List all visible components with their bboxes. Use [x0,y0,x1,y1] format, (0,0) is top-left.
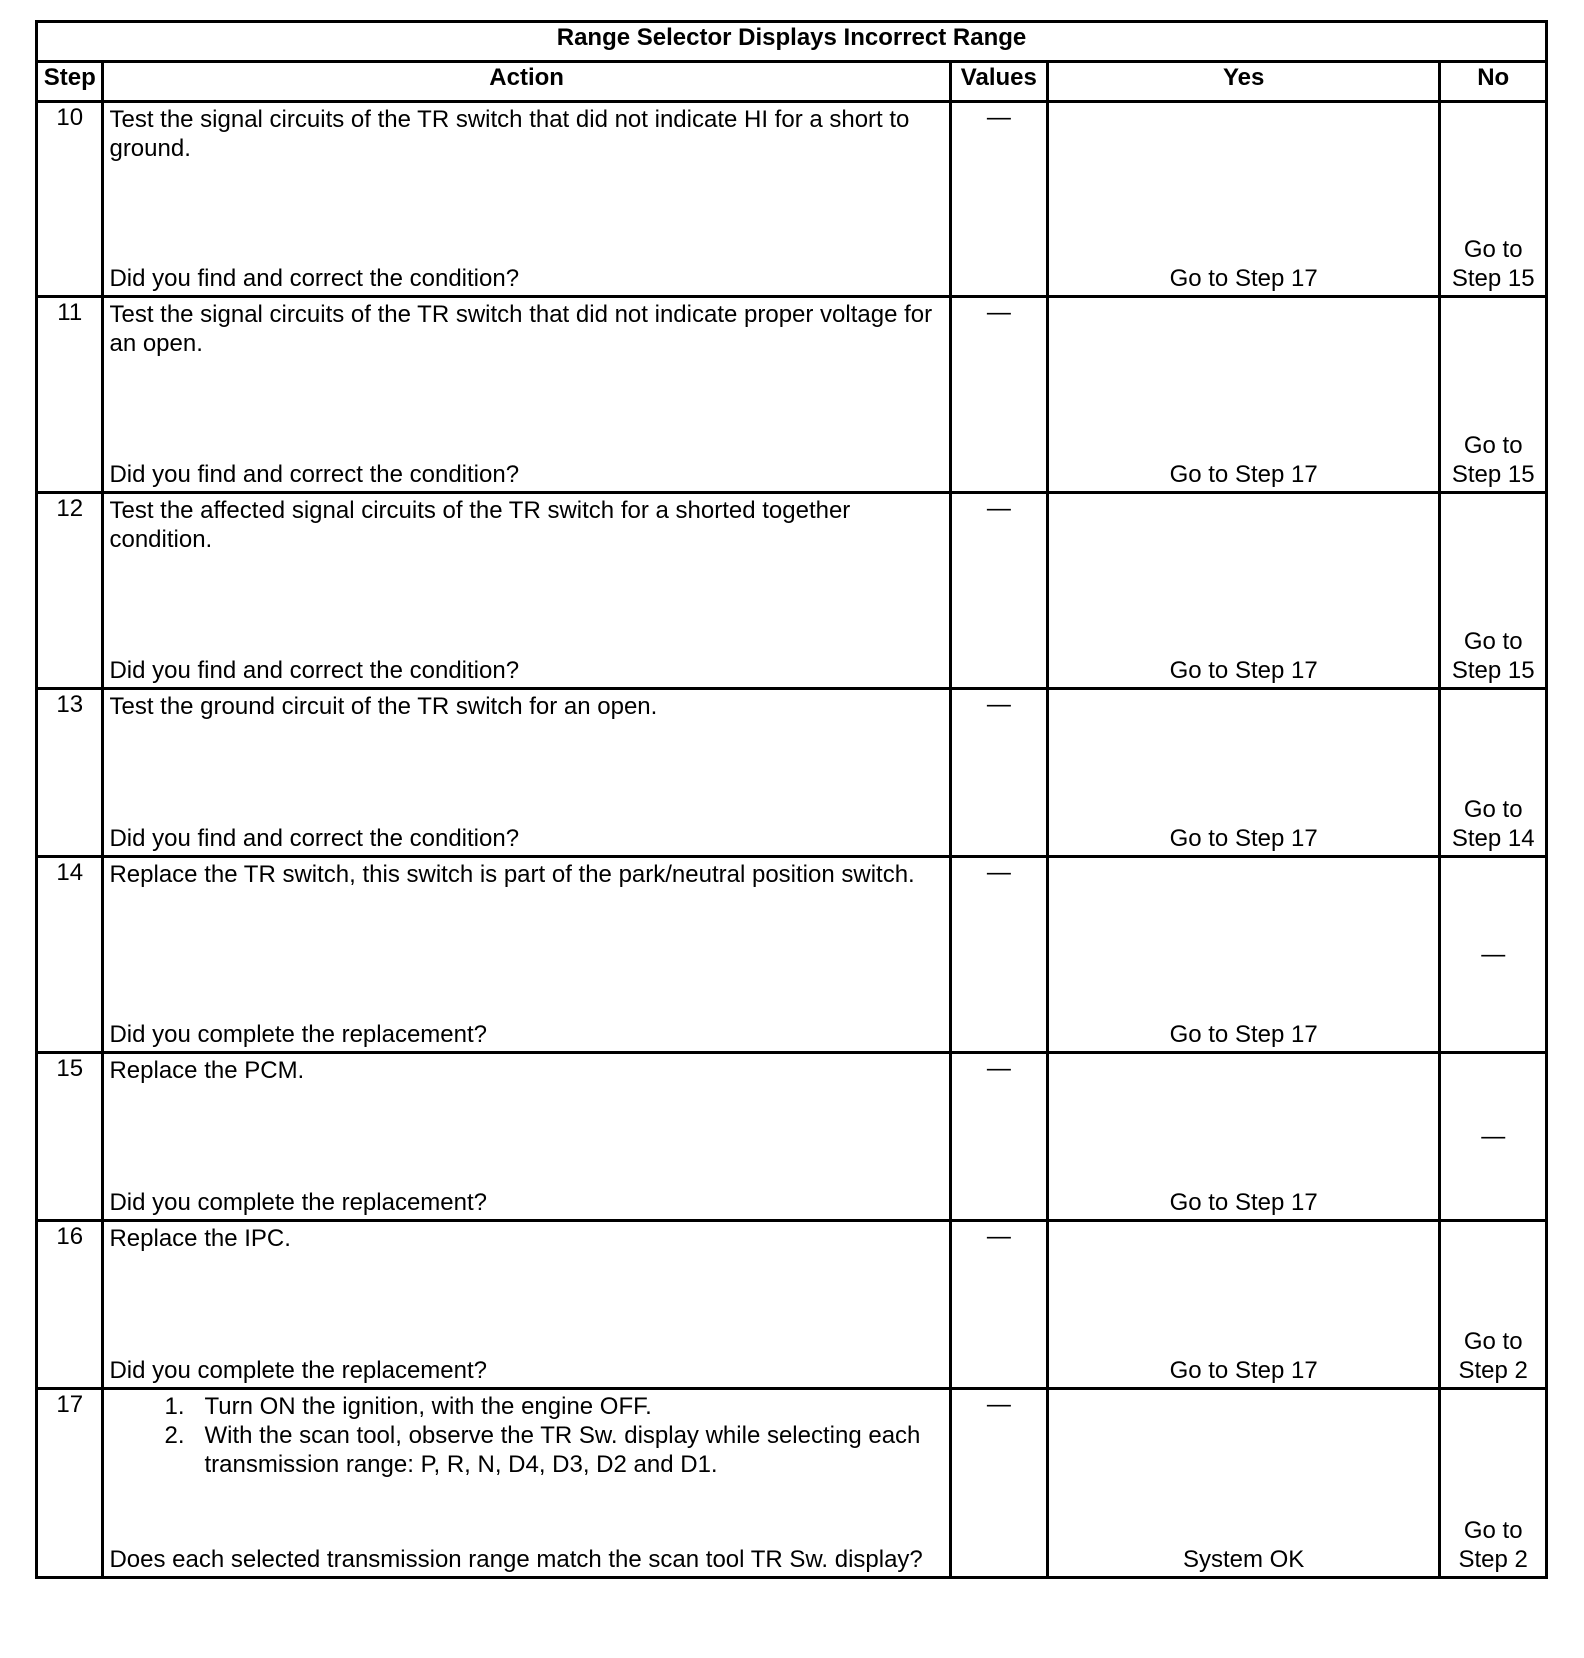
no-cell [1440,297,1547,493]
yes-cell [1047,689,1440,857]
action-text: Replace the TR switch, this switch is part of the park/neutral position switch. [109,861,915,888]
table-row [37,297,1547,493]
action-cell [103,1221,950,1389]
header-values: Values [950,62,1047,102]
substep-text: Turn ON the ignition, with the engine OFF. [204,1393,652,1420]
no-cell: — [1440,1053,1547,1221]
header-yes: Yes [1047,62,1440,102]
step-number: 15 [37,1053,103,1221]
action-question: Did you find and correct the condition? [109,825,520,852]
no-cell [1440,493,1547,689]
no-cell [1440,1389,1547,1578]
yes-cell [1047,297,1440,493]
action-text: Replace the IPC. [109,1225,291,1252]
no-result: Go to Step 15 [1451,432,1535,488]
table-title: Range Selector Displays Incorrect Range [37,22,1547,62]
table-row [37,857,1547,1053]
values-cell: — [950,1221,1047,1389]
values-cell: — [950,493,1047,689]
action-cell [103,102,950,297]
no-cell [1440,689,1547,857]
substep-text: With the scan tool, observe the TR Sw. display while selecting each transmission range: P, R, N, D4, D3, D2 and D1. [204,1422,921,1478]
yes-result: Go to Step 17 [1169,1189,1318,1216]
step-number: 13 [37,689,103,857]
no-result: Go to Step 15 [1451,628,1535,684]
action-question: Does each selected transmission range match the scan tool TR Sw. display? [109,1546,923,1573]
substep-item [164,1421,948,1479]
step-number: 10 [37,102,103,297]
yes-cell [1047,1389,1440,1578]
step-number: 17 [37,1389,103,1578]
no-result: Go to Step 2 [1458,1517,1528,1573]
action-text: Test the ground circuit of the TR switch for an open. [109,693,658,720]
table-row [37,1389,1547,1578]
table-row [37,689,1547,857]
no-cell [1440,102,1547,297]
no-cell [1440,1221,1547,1389]
action-text: Test the signal circuits of the TR switch that did not indicate proper voltage for an open. [109,301,933,357]
substep-number: 1. [164,1393,185,1420]
yes-result: Go to Step 17 [1169,657,1318,684]
action-text: Test the signal circuits of the TR switch that did not indicate HI for a short to ground. [109,106,910,162]
action-cell [103,493,950,689]
action-question: Did you find and correct the condition? [109,657,520,684]
yes-cell [1047,102,1440,297]
yes-result: Go to Step 17 [1169,461,1318,488]
header-step: Step [37,62,103,102]
no-cell: — [1440,857,1547,1053]
action-question: Did you complete the replacement? [109,1021,488,1048]
substep-list [104,1390,948,1479]
yes-result: Go to Step 17 [1169,1357,1318,1384]
action-question: Did you complete the replacement? [109,1357,488,1384]
action-question: Did you find and correct the condition? [109,461,520,488]
yes-result: Go to Step 17 [1169,265,1318,292]
yes-cell [1047,493,1440,689]
action-text: Replace the PCM. [109,1057,305,1084]
values-cell: — [950,689,1047,857]
action-question: Did you complete the replacement? [109,1189,488,1216]
action-text: Test the affected signal circuits of the TR switch for a shorted together condition. [109,497,851,553]
action-cell [103,689,950,857]
no-result: Go to Step 14 [1451,796,1535,852]
yes-result: Go to Step 17 [1169,825,1318,852]
step-number: 14 [37,857,103,1053]
step-number: 16 [37,1221,103,1389]
header-no: No [1440,62,1547,102]
no-result: Go to Step 2 [1458,1328,1528,1384]
yes-cell [1047,1053,1440,1221]
action-cell [103,1389,950,1578]
action-cell [103,297,950,493]
no-result: Go to Step 15 [1451,236,1535,292]
step-number: 12 [37,493,103,689]
substep-item [164,1392,948,1421]
yes-result: System OK [1182,1546,1305,1573]
table-row [37,102,1547,297]
yes-cell [1047,857,1440,1053]
table-row [37,1053,1547,1221]
values-cell: — [950,102,1047,297]
step-number: 11 [37,297,103,493]
values-cell: — [950,1053,1047,1221]
substep-number: 2. [164,1422,185,1449]
header-action: Action [103,62,950,102]
table-row [37,1221,1547,1389]
yes-result: Go to Step 17 [1169,1021,1318,1048]
values-cell: — [950,1389,1047,1578]
action-cell [103,857,950,1053]
diagnostic-table [35,20,1548,1579]
values-cell: — [950,297,1047,493]
table-row [37,493,1547,689]
action-question: Did you find and correct the condition? [109,265,520,292]
values-cell: — [950,857,1047,1053]
yes-cell [1047,1221,1440,1389]
action-cell [103,1053,950,1221]
